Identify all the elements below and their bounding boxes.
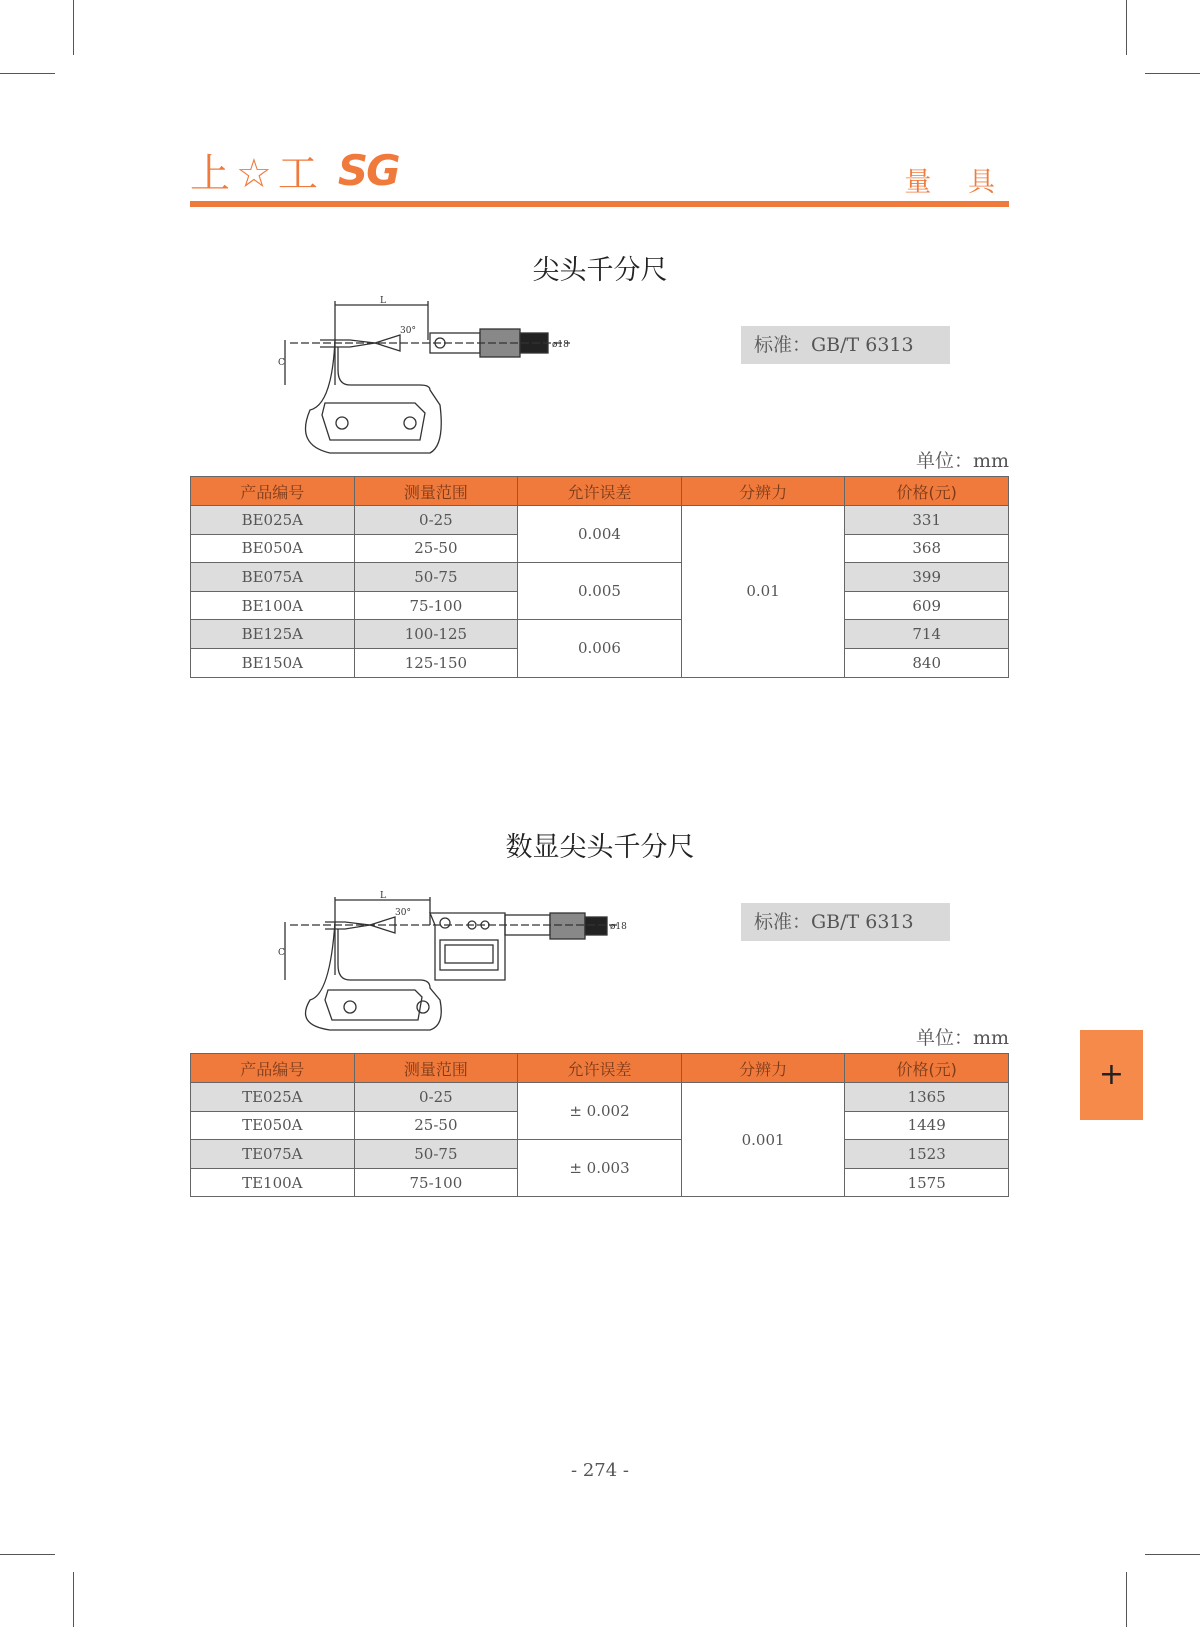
range-cell: 0-25 xyxy=(354,506,518,535)
error-cell: 0.006 xyxy=(518,620,682,677)
length-label: L xyxy=(380,891,386,901)
model-cell: BE100A xyxy=(191,591,355,620)
price-cell: 714 xyxy=(845,620,1009,649)
unit-label: 单位：mm xyxy=(915,450,1009,472)
crop-mark xyxy=(1145,1554,1200,1555)
crop-mark xyxy=(0,73,55,74)
depth-label: C xyxy=(278,948,285,958)
section-title: 数显尖头千分尺 xyxy=(505,832,695,863)
range-cell: 0-25 xyxy=(354,1083,518,1112)
model-cell: TE025A xyxy=(191,1083,355,1112)
crop-mark xyxy=(1126,0,1127,55)
brand-logo xyxy=(190,145,399,197)
model-cell: BE150A xyxy=(191,648,355,677)
range-cell: 75-100 xyxy=(354,1168,518,1197)
col-header: 产品编号 xyxy=(191,477,355,506)
angle-label: 30° xyxy=(395,908,411,918)
error-cell: ± 0.003 xyxy=(518,1140,682,1197)
crop-mark xyxy=(0,1554,55,1555)
col-header: 价格(元) xyxy=(845,1054,1009,1083)
error-cell: 0.004 xyxy=(518,506,682,563)
error-cell: ± 0.002 xyxy=(518,1083,682,1140)
crop-mark xyxy=(73,1572,74,1627)
spec-table xyxy=(190,476,1009,678)
price-cell: 840 xyxy=(845,648,1009,677)
crop-mark xyxy=(1145,73,1200,74)
range-cell: 75-100 xyxy=(354,591,518,620)
col-header: 产品编号 xyxy=(191,1054,355,1083)
col-header: 分辨力 xyxy=(681,1054,845,1083)
range-cell: 100-125 xyxy=(354,620,518,649)
model-cell: TE075A xyxy=(191,1140,355,1169)
logo-sg: SG xyxy=(337,145,399,195)
diameter-label: ø18 xyxy=(552,340,569,350)
range-cell: 25-50 xyxy=(354,1111,518,1140)
table-row xyxy=(191,563,1009,592)
model-cell: BE050A xyxy=(191,534,355,563)
crop-mark xyxy=(73,0,74,55)
resolution-cell: 0.001 xyxy=(681,1083,845,1197)
price-cell: 609 xyxy=(845,591,1009,620)
standard-label: 标准：GB/T 6313 xyxy=(741,903,950,941)
micrometer-drawing xyxy=(280,295,600,460)
col-header: 价格(元) xyxy=(845,477,1009,506)
unit-label: 单位：mm xyxy=(915,1027,1009,1049)
range-cell: 50-75 xyxy=(354,1140,518,1169)
diameter-label: ø18 xyxy=(610,922,627,932)
error-cell: 0.005 xyxy=(518,563,682,620)
model-cell: TE100A xyxy=(191,1168,355,1197)
col-header: 测量范围 xyxy=(354,1054,518,1083)
range-cell: 25-50 xyxy=(354,534,518,563)
resolution-cell: 0.01 xyxy=(681,506,845,678)
side-tab-plus[interactable]: + xyxy=(1080,1030,1143,1120)
logo-chinese: 上☆工 xyxy=(190,150,324,197)
col-header: 允许误差 xyxy=(518,1054,682,1083)
range-cell: 50-75 xyxy=(354,563,518,592)
table-row xyxy=(191,1140,1009,1169)
price-cell: 368 xyxy=(845,534,1009,563)
table-row xyxy=(191,1083,1009,1112)
length-label: L xyxy=(380,296,386,306)
crop-mark xyxy=(1126,1572,1127,1627)
header-rule xyxy=(190,201,1009,207)
angle-label: 30° xyxy=(400,326,416,336)
digital-micrometer-drawing xyxy=(280,885,630,1035)
table-row xyxy=(191,620,1009,649)
model-cell: BE075A xyxy=(191,563,355,592)
standard-label: 标准：GB/T 6313 xyxy=(741,326,950,364)
spec-table xyxy=(190,1053,1009,1197)
range-cell: 125-150 xyxy=(354,648,518,677)
depth-label: C xyxy=(278,358,285,368)
col-header: 分辨力 xyxy=(681,477,845,506)
model-cell: BE125A xyxy=(191,620,355,649)
price-cell: 1449 xyxy=(845,1111,1009,1140)
price-cell: 1365 xyxy=(845,1083,1009,1112)
price-cell: 1575 xyxy=(845,1168,1009,1197)
model-cell: TE050A xyxy=(191,1111,355,1140)
col-header: 测量范围 xyxy=(354,477,518,506)
category-label: 量 具 xyxy=(904,167,1009,198)
price-cell: 399 xyxy=(845,563,1009,592)
table-row xyxy=(191,506,1009,535)
price-cell: 1523 xyxy=(845,1140,1009,1169)
price-cell: 331 xyxy=(845,506,1009,535)
col-header: 允许误差 xyxy=(518,477,682,506)
section-title: 尖头千分尺 xyxy=(532,255,668,286)
page-number: - 274 - xyxy=(571,1460,629,1481)
model-cell: BE025A xyxy=(191,506,355,535)
